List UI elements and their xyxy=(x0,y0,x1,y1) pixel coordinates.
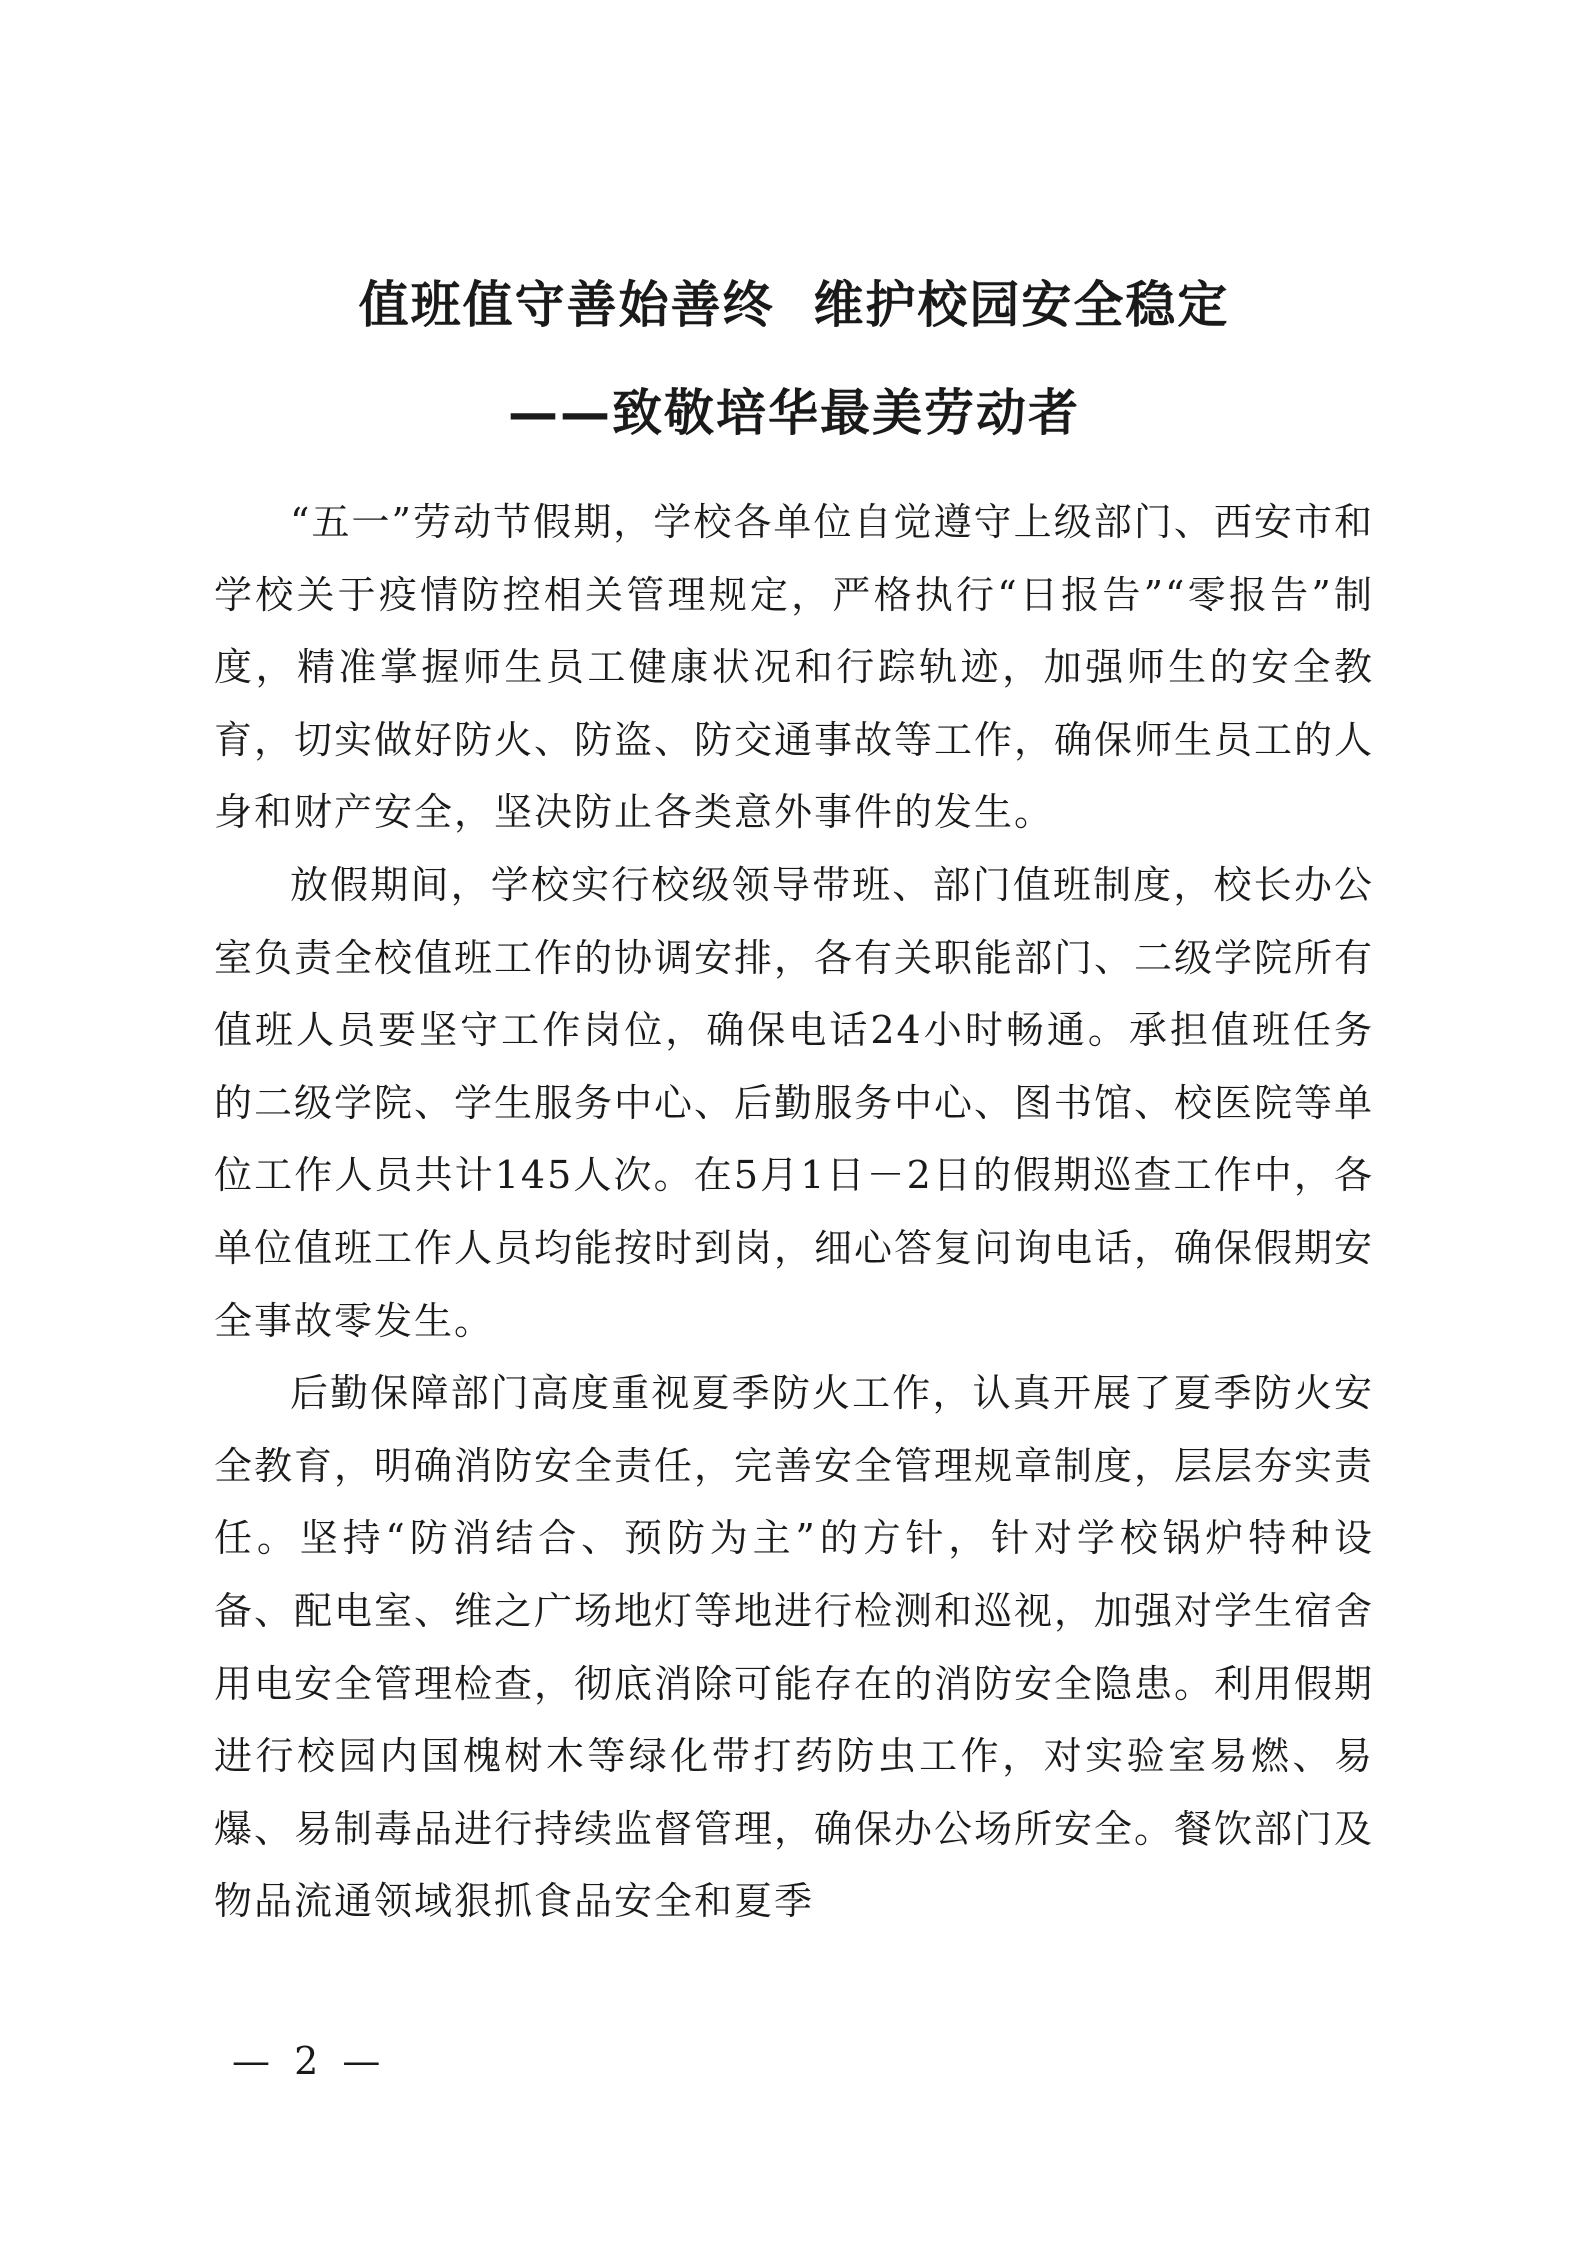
page-number: — 2 — xyxy=(232,2039,387,2083)
document-subtitle: ——致敬培华最美劳动者 xyxy=(508,384,1080,442)
paragraph-2: 放假期间，学校实行校级领导带班、部门值班制度，校长办公室负责全校值班工作的协调安排，各有关职能部门、二级学院所有值班人员要坚守工作岗位，确保电话24小时畅通。承担值班任务的二级学院、学生服务中心、后勤服务中心、图书馆、校医院等单位工作人员共计145人次。在5月1日－2日的假期巡查工作中，各单位值班工作人员均能按时到岗，细心答复问询电话，确保假期安全事故零发生。 xyxy=(214,862,1375,1343)
document-body xyxy=(214,486,1374,1938)
paragraph-3: 后勤保障部门高度重视夏季防火工作，认真开展了夏季防火安全教育，明确消防安全责任，完善安全管理规章制度，层层夯实责任。坚持“防消结合、预防为主”的方针，针对学校锅炉特种设备、配电室、维之广场地灯等地进行检测和巡视，加强对学生宿舍用电安全管理检查，彻底消除可能存在的消防安全隐患。利用假期进行校园内国槐树木等绿化带打药防虫工作，对实验室易燃、易爆、易制毒品进行持续监督管理，确保办公场所安全。餐饮部门及物品流通领域狠抓食品安全和夏季 xyxy=(214,1371,1375,1924)
paragraph-1: “五一”劳动节假期，学校各单位自觉遵守上级部门、西安市和学校关于疫情防控相关管理规定，严格执行“日报告”“零报告”制度，精准掌握师生员工健康状况和行踪轨迹，加强师生的安全教育，切实做好防火、防盗、防交通事故等工作，确保师生员工的人身和财产安全，坚决防止各类意外事件的发生。 xyxy=(214,500,1375,835)
document-title: 值班值守善始善终 维护校园安全稳定 xyxy=(358,276,1230,334)
